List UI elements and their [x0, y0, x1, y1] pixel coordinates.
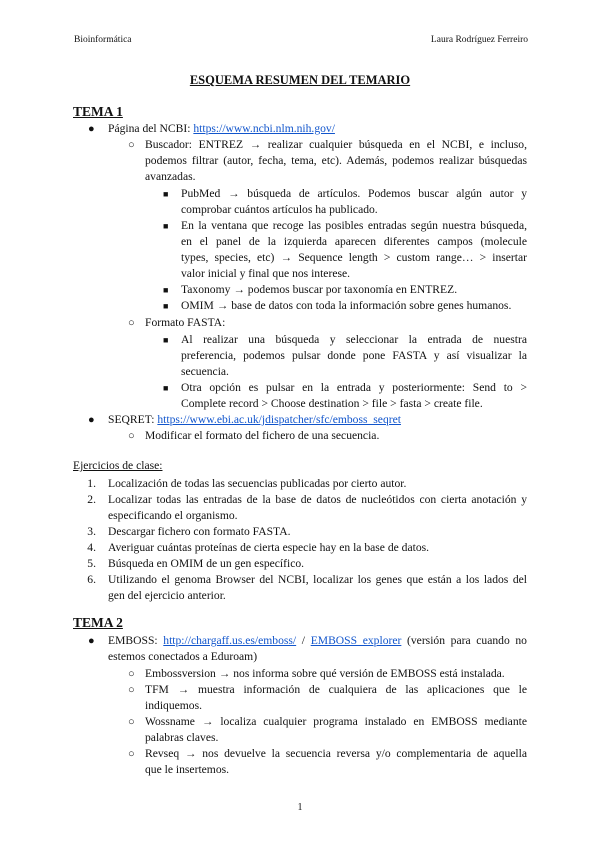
bullet-square-icon: ■: [163, 383, 169, 393]
bullet-disc-icon: ●: [88, 635, 95, 647]
seqret-label: SEQRET:: [108, 413, 158, 426]
bullet-circle-icon: ○: [128, 430, 135, 442]
ejercicio-5: Búsqueda en OMIM de un gen específico.: [108, 557, 305, 570]
emboss-line-2: estemos conectados a Eduroam): [108, 650, 258, 663]
embossversion-item: Embossversion → nos informa sobre qué versión de EMBOSS está instalada.: [145, 667, 505, 680]
tfm-line-1: TFM → muestra información de cualquiera de las aplicaciones que le: [145, 683, 527, 696]
fasta1-line-3: secuencia.: [181, 365, 229, 378]
bullet-circle-icon: ○: [128, 668, 135, 680]
wossname-line-1: Wossname → localiza cualquier programa instalado en EMBOSS mediante: [145, 715, 527, 728]
bullet-square-icon: ■: [163, 301, 169, 311]
seqret-link[interactable]: https://www.ebi.ac.uk/jdispatcher/sfc/emboss_seqret: [157, 413, 401, 426]
ventana-line-1: En la ventana que recoge las posibles entradas según nuestra búsqueda,: [181, 219, 527, 232]
header-right: Laura Rodríguez Ferreiro: [430, 35, 528, 45]
wossname-line-2: palabras claves.: [145, 731, 219, 744]
emboss-label: EMBOSS:: [108, 634, 164, 647]
pubmed-line-2: comprobar cuántos artículos ha publicado.: [181, 203, 378, 216]
bullet-disc-icon: ●: [88, 414, 95, 426]
bullet-circle-icon: ○: [128, 748, 135, 760]
fasta1-line-2: preferencia, podemos pulsar donde pone FASTA y así visualizar la: [181, 349, 527, 362]
ejercicio-3: Descargar fichero con formato FASTA.: [108, 525, 291, 538]
ejercicio-4: Averiguar cuántas proteínas de cierta especie hay en la base de datos.: [108, 541, 430, 554]
bullet-disc-icon: ●: [88, 123, 95, 135]
seqret-sub-item: Modificar el formato del fichero de una secuencia.: [145, 429, 380, 442]
buscador-line-1: Buscador: ENTREZ → realizar cualquier búsqueda en el NCBI, e incluso,: [145, 138, 527, 151]
ejercicios-title: Ejercicios de clase:: [73, 459, 163, 472]
list-number: 4.: [87, 541, 96, 554]
buscador-line-2: podemos filtrar (autor, fecha, tema, etc). Además, podemos realizar búsquedas: [145, 154, 527, 167]
ncbi-item: [108, 121, 335, 137]
omim-item: OMIM → base de datos con toda la información sobre genes humanos.: [181, 299, 512, 312]
ejercicio-2-line-1: Localizar todas las entradas de la base de datos de nucleótidos con cierta anotación y: [108, 493, 527, 506]
emboss-explorer-link[interactable]: EMBOSS explorer: [310, 634, 402, 647]
emboss-separator: /: [296, 634, 311, 647]
buscador-line-3: avanzadas.: [145, 170, 196, 183]
list-number: 5.: [87, 557, 96, 570]
bullet-square-icon: ■: [163, 221, 169, 231]
bullet-square-icon: ■: [163, 189, 169, 199]
bullet-circle-icon: ○: [128, 139, 135, 151]
tema2-heading: TEMA 2: [73, 615, 123, 630]
fasta2-line-2: Complete record > Choose destination > file > fasta > create file.: [181, 397, 483, 410]
bullet-circle-icon: ○: [128, 716, 135, 728]
ejercicio-6-line-1: Utilizando el genoma Browser del NCBI, localizar los genes que están a los lados del: [108, 573, 527, 586]
ejercicio-2-line-2: especificando el organismo.: [108, 509, 238, 522]
bullet-square-icon: ■: [163, 335, 169, 345]
list-number: 3.: [87, 525, 96, 538]
fasta2-line-1: Otra opción es pulsar en la entrada y posteriormente: Send to >: [181, 381, 527, 394]
emboss-note: (versión para cuando no: [401, 634, 527, 647]
emboss-item: [108, 633, 527, 649]
revseq-line-1: Revseq → nos devuelve la secuencia reversa y/o complementaria de aquella: [145, 747, 527, 760]
ncbi-label: Página del NCBI:: [108, 122, 194, 135]
ventana-line-3: types, species, etc) → Sequence length > custom range… > insertar: [181, 251, 527, 264]
pubmed-line-1: PubMed → búsqueda de artículos. Podemos buscar algún autor y: [181, 187, 527, 200]
ejercicio-1: Localización de todas las secuencias publicadas por cierto autor.: [108, 477, 407, 490]
bullet-square-icon: ■: [163, 285, 169, 295]
page-title: ESQUEMA RESUMEN DEL TEMARIO: [189, 73, 411, 87]
tema1-heading: TEMA 1: [73, 104, 123, 119]
fasta1-line-1: Al realizar una búsqueda y seleccionar la entrada de nuestra: [181, 333, 527, 346]
header-left: Bioinformática: [74, 35, 132, 45]
emboss-link[interactable]: http://chargaff.us.es/emboss/: [163, 634, 297, 647]
bullet-circle-icon: ○: [128, 684, 135, 696]
ventana-line-4: valor inicial y final que nos interese.: [181, 267, 351, 280]
fasta-item: Formato FASTA:: [145, 316, 226, 329]
seqret-item: [108, 412, 401, 428]
tfm-line-2: indiquemos.: [145, 699, 203, 712]
list-number: 2.: [87, 493, 96, 506]
ncbi-link[interactable]: https://www.ncbi.nlm.nih.gov/: [193, 122, 335, 135]
list-number: 1.: [87, 477, 96, 490]
ventana-line-2: en el panel de la izquierda aparecen diferentes campos (molecule: [181, 235, 527, 248]
list-number: 6.: [87, 573, 96, 586]
revseq-line-2: que le insertemos.: [145, 763, 230, 776]
taxonomy-item: Taxonomy → podemos buscar por taxonomía en ENTREZ.: [181, 283, 458, 296]
bullet-circle-icon: ○: [128, 317, 135, 329]
page-number: 1: [297, 802, 303, 813]
ejercicio-6-line-2: gen del ejercicio anterior.: [108, 589, 226, 602]
